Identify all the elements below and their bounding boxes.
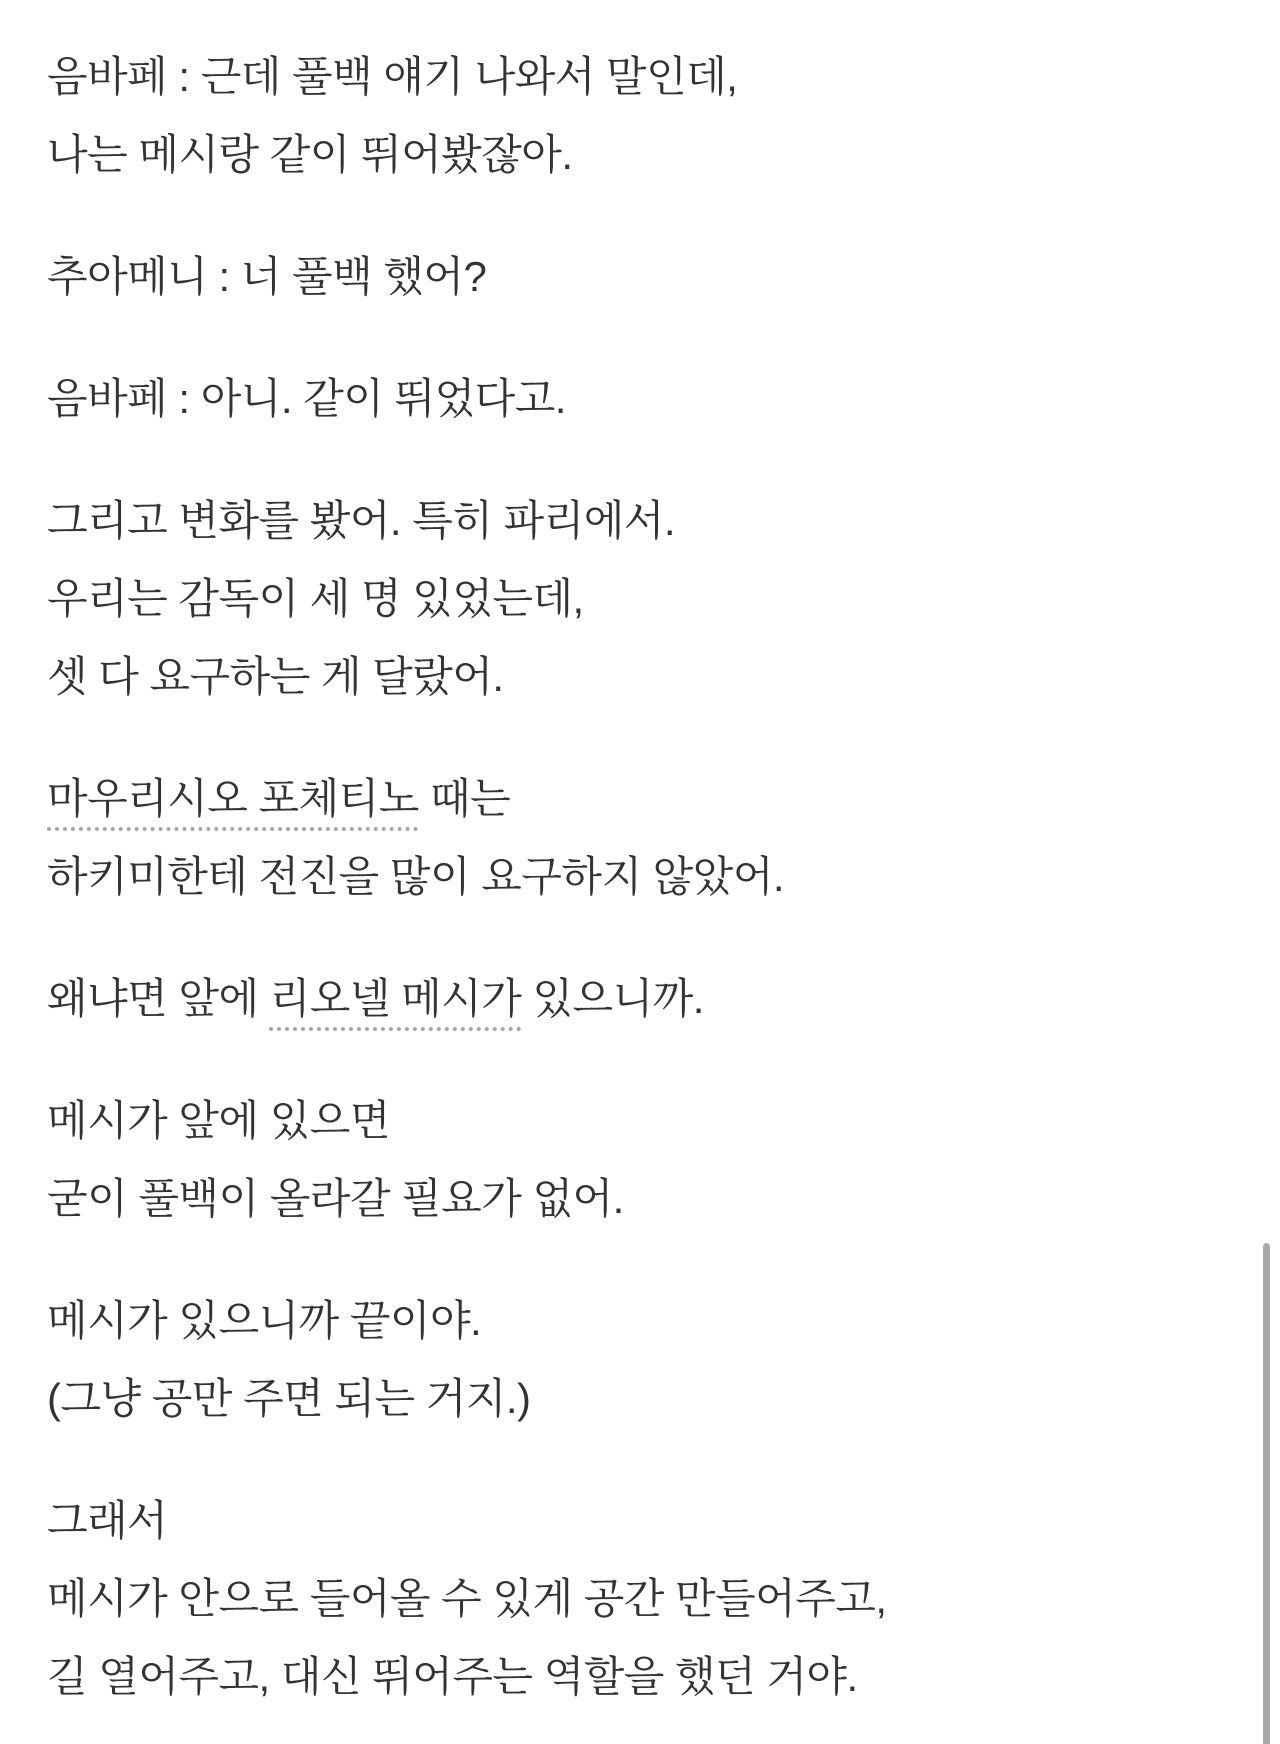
transcript-line [47,1560,1220,1638]
text-segment: 추아메니 : 너 풀백 했어? [47,253,487,300]
text-segment: 메시가 있으니까 끝이야. [47,1297,482,1344]
paragraph [47,38,1220,194]
transcript-line [47,760,1220,838]
paragraph [47,960,1220,1038]
paragraph [47,1282,1220,1438]
transcript-line [47,1160,1220,1238]
text-segment: 있으니까. [521,975,704,1022]
text-segment: 메시가 안으로 들어올 수 있게 공간 만들어주고, [47,1575,887,1622]
text-segment: 때는 [418,775,511,822]
underlined-phrase: 리오넬 메시가 [269,975,522,1022]
text-segment: 우리는 감독이 세 명 있었는데, [47,575,584,622]
transcript-line [47,838,1220,916]
transcript-line [47,238,1220,316]
paragraph [47,1082,1220,1238]
transcript-line [47,360,1220,438]
transcript-line [47,1082,1220,1160]
text-segment: 셋 다 요구하는 게 달랐어. [47,653,504,700]
transcript-line [47,1282,1220,1360]
scrollbar-thumb[interactable] [1263,1243,1270,1744]
text-segment: 나는 메시랑 같이 뛰어봤잖아. [47,131,573,178]
underlined-phrase: 마우리시오 포체티노 [47,775,419,822]
transcript-line [47,1360,1220,1438]
transcript-line [47,1482,1220,1560]
transcript-line [47,116,1220,194]
text-segment: 음바페 : 근데 풀백 얘기 나와서 말인데, [47,53,738,100]
text-segment: 그래서 [47,1497,168,1544]
paragraph [47,760,1220,916]
text-segment: 하키미한테 전진을 많이 요구하지 않았어. [47,853,785,900]
transcript-line [47,1638,1220,1716]
transcript-line [47,560,1220,638]
paragraph [47,238,1220,316]
text-segment: 음바페 : 아니. 같이 뛰었다고. [47,375,566,422]
text-segment: 왜냐면 앞에 [47,975,270,1022]
paragraph [47,1482,1220,1716]
text-segment: 길 열어주고, 대신 뛰어주는 역할을 했던 거야. [47,1653,858,1700]
paragraph [47,360,1220,438]
transcript-line [47,482,1220,560]
transcript-line [47,638,1220,716]
text-segment: (그냥 공만 주면 되는 거지.) [47,1375,531,1422]
paragraph [47,482,1220,716]
text-segment: 굳이 풀백이 올라갈 필요가 없어. [47,1175,624,1222]
text-segment: 그리고 변화를 봤어. 특히 파리에서. [47,497,676,544]
transcript-line [47,960,1220,1038]
transcript-line [47,38,1220,116]
text-segment: 메시가 앞에 있으면 [47,1097,390,1144]
